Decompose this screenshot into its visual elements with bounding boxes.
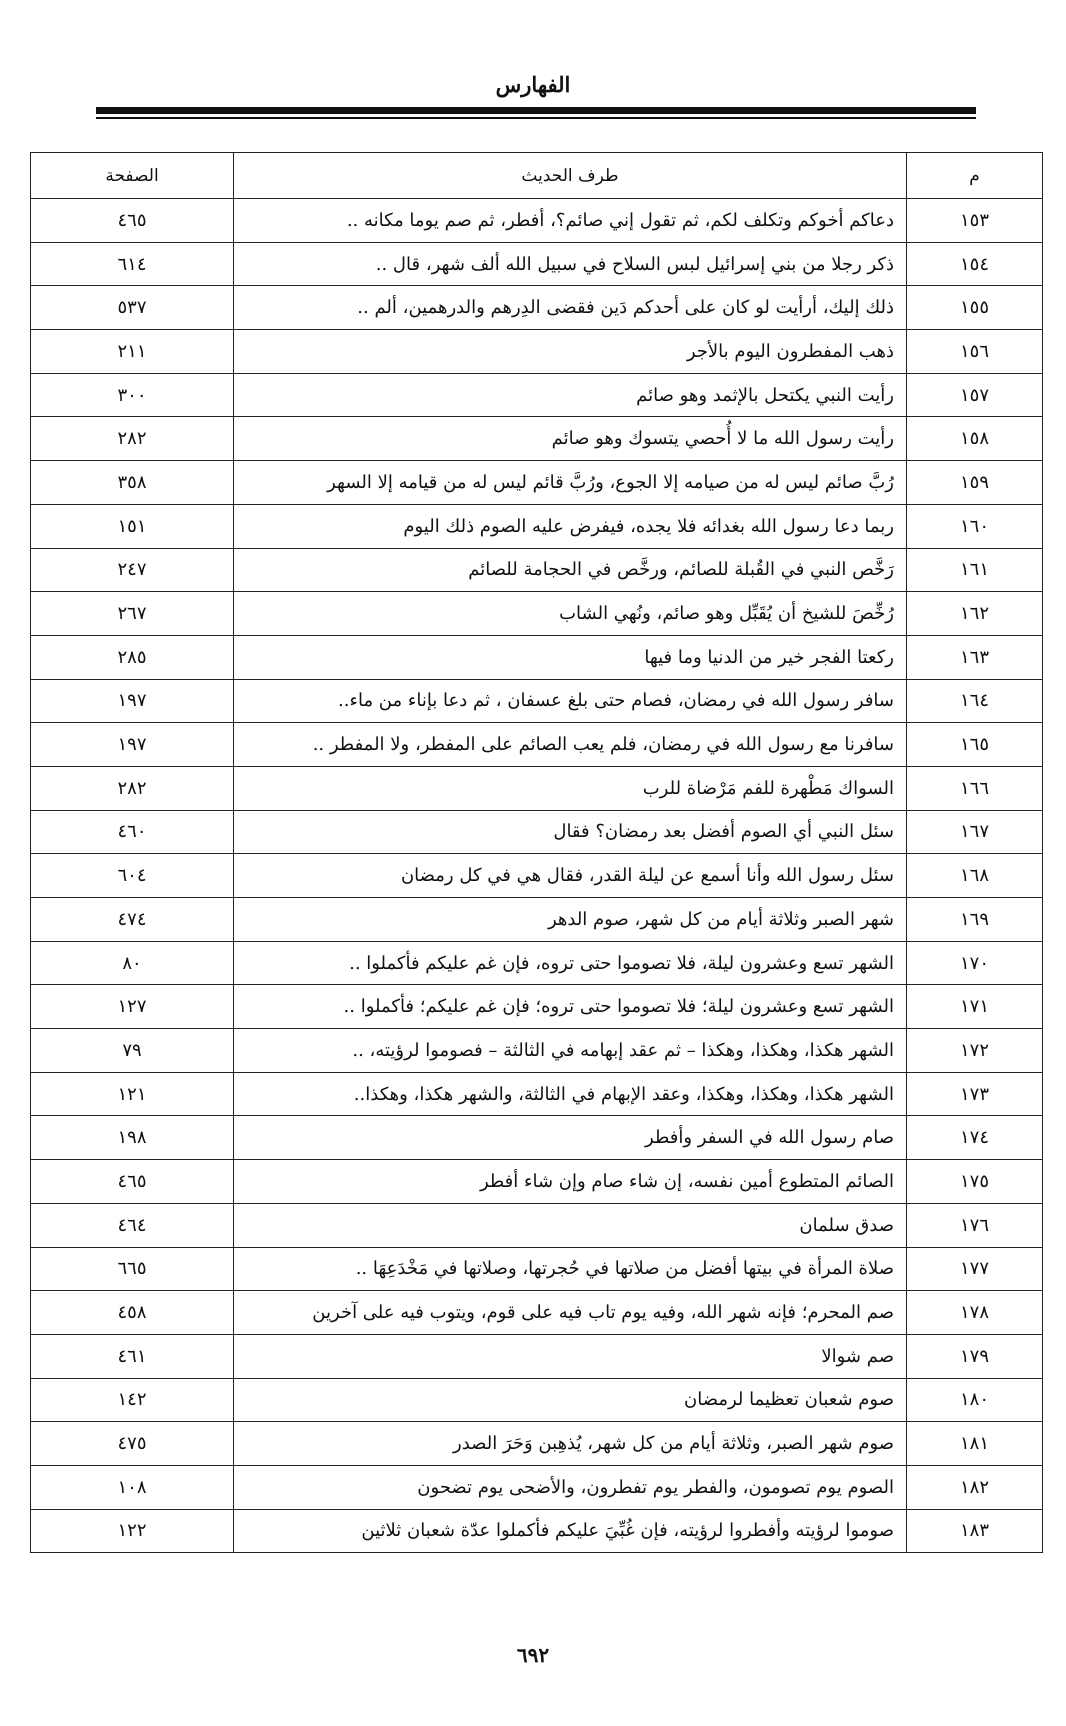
- row-number: ١٨٠: [907, 1378, 1043, 1422]
- row-number: ١٦٠: [907, 504, 1043, 548]
- page-ref: ٥٣٧: [31, 286, 234, 330]
- table-row: [31, 1116, 1043, 1160]
- page-ref: ١٠٨: [31, 1465, 234, 1509]
- table-row: [31, 1465, 1043, 1509]
- table-body: [31, 199, 1043, 1553]
- row-number: ١٦٢: [907, 592, 1043, 636]
- hadith-text: صوم شهر الصبر، وثلاثة أيام من كل شهر، يُذهِبن وَحَرَ الصدر: [234, 1422, 907, 1466]
- table-row: [31, 898, 1043, 942]
- row-number: ١٥٨: [907, 417, 1043, 461]
- column-header-text: طرف الحديث: [234, 153, 907, 199]
- table-row: [31, 592, 1043, 636]
- hadith-text: رأيت رسول الله ما لا أُحصي يتسوك وهو صائم: [234, 417, 907, 461]
- row-number: ١٨٢: [907, 1465, 1043, 1509]
- header-rule-thin: [96, 117, 976, 119]
- hadith-text: صلاة المرأة في بيتها أفضل من صلاتها في حُجرتها، وصلاتها في مَخْدَعِهَا ..: [234, 1247, 907, 1291]
- hadith-text: سافرنا مع رسول الله في رمضان، فلم يعب الصائم على المفطر، ولا المفطر ..: [234, 723, 907, 767]
- hadith-text: السواك مَطْهرة للفم مَرْضاة للرب: [234, 766, 907, 810]
- row-number: ١٧١: [907, 985, 1043, 1029]
- row-number: ١٦٣: [907, 635, 1043, 679]
- hadith-text: صدق سلمان: [234, 1203, 907, 1247]
- hadith-text: صام رسول الله في السفر وأفطر: [234, 1116, 907, 1160]
- row-number: ١٧٠: [907, 941, 1043, 985]
- page-ref: ٤٥٨: [31, 1291, 234, 1335]
- row-number: ١٧٤: [907, 1116, 1043, 1160]
- hadith-text: الصوم يوم تصومون، والفطر يوم تفطرون، والأضحى يوم تضحون: [234, 1465, 907, 1509]
- row-number: ١٦٤: [907, 679, 1043, 723]
- table-row: [31, 1334, 1043, 1378]
- table-row: [31, 504, 1043, 548]
- table-row: [31, 810, 1043, 854]
- page-ref: ٢٨٢: [31, 417, 234, 461]
- page-ref: ٤٦٥: [31, 199, 234, 243]
- table-row: [31, 1247, 1043, 1291]
- table-row: [31, 373, 1043, 417]
- page-ref: ٤٧٥: [31, 1422, 234, 1466]
- table-row: [31, 286, 1043, 330]
- table-row: [31, 985, 1043, 1029]
- row-number: ١٥٣: [907, 199, 1043, 243]
- hadith-text: ذكر رجلا من بني إسرائيل لبس السلاح في سبيل الله ألف شهر، قال ..: [234, 242, 907, 286]
- column-header-page: الصفحة: [31, 153, 234, 199]
- page-ref: ٣٥٨: [31, 461, 234, 505]
- hadith-text: سافر رسول الله في رمضان، فصام حتى بلغ عسفان ، ثم دعا بإناء من ماء..: [234, 679, 907, 723]
- row-number: ١٧٣: [907, 1072, 1043, 1116]
- page-ref: ٨٠: [31, 941, 234, 985]
- hadith-text: ذلك إليك، أرأيت لو كان على أحدكم دَين فقضى الدِرهم والدرهمين، ألم ..: [234, 286, 907, 330]
- page-ref: ٤٦٤: [31, 1203, 234, 1247]
- page-ref: ٦٠٤: [31, 854, 234, 898]
- page-ref: ١٩٧: [31, 723, 234, 767]
- table-row: [31, 330, 1043, 374]
- hadith-text: دعاكم أخوكم وتكلف لكم، ثم تقول إني صائم؟، أفطر، ثم صم يوما مكانه ..: [234, 199, 907, 243]
- hadith-text: الشهر تسع وعشرون ليلة، فلا تصوموا حتى تروه، فإن غم عليكم فأكملوا ..: [234, 941, 907, 985]
- hadith-text: ركعتا الفجر خير من الدنيا وما فيها: [234, 635, 907, 679]
- page-ref: ٢١١: [31, 330, 234, 374]
- row-number: ١٧٩: [907, 1334, 1043, 1378]
- table-row: [31, 242, 1043, 286]
- row-number: ١٦١: [907, 548, 1043, 592]
- page-ref: ٤٦٠: [31, 810, 234, 854]
- row-number: ١٨٣: [907, 1509, 1043, 1553]
- table-header-row: [31, 153, 1043, 199]
- page-ref: ٧٩: [31, 1029, 234, 1073]
- table-row: [31, 766, 1043, 810]
- hadith-text: رأيت النبي يكتحل بالإثمد وهو صائم: [234, 373, 907, 417]
- hadith-text: شهر الصبر وثلاثة أيام من كل شهر، صوم الدهر: [234, 898, 907, 942]
- row-number: ١٧٢: [907, 1029, 1043, 1073]
- table-row: [31, 1203, 1043, 1247]
- hadith-index-table: [30, 152, 1043, 1553]
- table-row: [31, 635, 1043, 679]
- hadith-text: صوموا لرؤيته وأفطروا لرؤيته، فإن غُبِّيَ عليكم فأكملوا عدّة شعبان ثلاثين: [234, 1509, 907, 1553]
- table-row: [31, 199, 1043, 243]
- row-number: ١٦٥: [907, 723, 1043, 767]
- page-ref: ١٤٢: [31, 1378, 234, 1422]
- table-row: [31, 723, 1043, 767]
- row-number: ١٦٨: [907, 854, 1043, 898]
- hadith-text: الصائم المتطوع أمين نفسه، إن شاء صام وإن شاء أفطر: [234, 1160, 907, 1204]
- page-ref: ٦١٤: [31, 242, 234, 286]
- hadith-text: رَخَّص النبي في القُبلة للصائم، ورخَّص في الحجامة للصائم: [234, 548, 907, 592]
- row-number: ١٥٥: [907, 286, 1043, 330]
- page-ref: ١٩٨: [31, 1116, 234, 1160]
- page-ref: ٢٦٧: [31, 592, 234, 636]
- page-title: الفهارس: [495, 72, 571, 97]
- table-row: [31, 1160, 1043, 1204]
- page-ref: ٤٦١: [31, 1334, 234, 1378]
- row-number: ١٨١: [907, 1422, 1043, 1466]
- table-row: [31, 1072, 1043, 1116]
- page-ref: ٤٦٥: [31, 1160, 234, 1204]
- hadith-text: الشهر هكذا، وهكذا، وهكذا – ثم عقد إبهامه في الثالثة – فصوموا لرؤيته، ..: [234, 1029, 907, 1073]
- table-row: [31, 1029, 1043, 1073]
- hadith-text: سئل رسول الله وأنا أسمع عن ليلة القدر، فقال هي في كل رمضان: [234, 854, 907, 898]
- table-row: [31, 679, 1043, 723]
- table-row: [31, 461, 1043, 505]
- row-number: ١٥٤: [907, 242, 1043, 286]
- hadith-text: رُخِّصَ للشيخ أن يُقَبِّل وهو صائم، ونُهي الشاب: [234, 592, 907, 636]
- row-number: ١٥٦: [907, 330, 1043, 374]
- row-number: ١٧٥: [907, 1160, 1043, 1204]
- hadith-text: صم شوالا: [234, 1334, 907, 1378]
- page-ref: ٢٨٢: [31, 766, 234, 810]
- column-header-num: م: [907, 153, 1043, 199]
- row-number: ١٦٧: [907, 810, 1043, 854]
- table-row: [31, 854, 1043, 898]
- page-ref: ٣٠٠: [31, 373, 234, 417]
- page-ref: ١٢٧: [31, 985, 234, 1029]
- table-row: [31, 1422, 1043, 1466]
- row-number: ١٥٧: [907, 373, 1043, 417]
- hadith-text: الشهر تسع وعشرون ليلة؛ فلا تصوموا حتى تروه؛ فإن غم عليكم؛ فأكملوا ..: [234, 985, 907, 1029]
- page-ref: ١٢١: [31, 1072, 234, 1116]
- row-number: ١٦٩: [907, 898, 1043, 942]
- hadith-text: ذهب المفطرون اليوم بالأجر: [234, 330, 907, 374]
- page-number: ٦٩٢: [516, 1643, 550, 1667]
- page-ref: ١٩٧: [31, 679, 234, 723]
- row-number: ١٧٨: [907, 1291, 1043, 1335]
- hadith-text: رُبَّ صائم ليس له من صيامه إلا الجوع، ورُبَّ قائم ليس له من قيامه إلا السهر: [234, 461, 907, 505]
- page-ref: ٢٤٧: [31, 548, 234, 592]
- page-ref: ٦٦٥: [31, 1247, 234, 1291]
- hadith-text: صم المحرم؛ فإنه شهر الله، وفيه يوم تاب فيه على قوم، ويتوب فيه على آخرين: [234, 1291, 907, 1335]
- table-row: [31, 1378, 1043, 1422]
- table-row: [31, 1509, 1043, 1553]
- row-number: ١٥٩: [907, 461, 1043, 505]
- page-ref: ٤٧٤: [31, 898, 234, 942]
- row-number: ١٧٦: [907, 1203, 1043, 1247]
- table-row: [31, 548, 1043, 592]
- row-number: ١٧٧: [907, 1247, 1043, 1291]
- row-number: ١٦٦: [907, 766, 1043, 810]
- page-ref: ١٢٢: [31, 1509, 234, 1553]
- table-row: [31, 417, 1043, 461]
- header-rule-thick: [96, 107, 976, 114]
- table-row: [31, 1291, 1043, 1335]
- page-ref: ١٥١: [31, 504, 234, 548]
- hadith-text: صوم شعبان تعظيما لرمضان: [234, 1378, 907, 1422]
- hadith-text: الشهر هكذا، وهكذا، وهكذا، وعقد الإبهام في الثالثة، والشهر هكذا، وهكذا..: [234, 1072, 907, 1116]
- hadith-text: سئل النبي أي الصوم أفضل بعد رمضان؟ فقال: [234, 810, 907, 854]
- page-ref: ٢٨٥: [31, 635, 234, 679]
- hadith-text: ربما دعا رسول الله بغدائه فلا يجده، فيفرض عليه الصوم ذلك اليوم: [234, 504, 907, 548]
- table-row: [31, 941, 1043, 985]
